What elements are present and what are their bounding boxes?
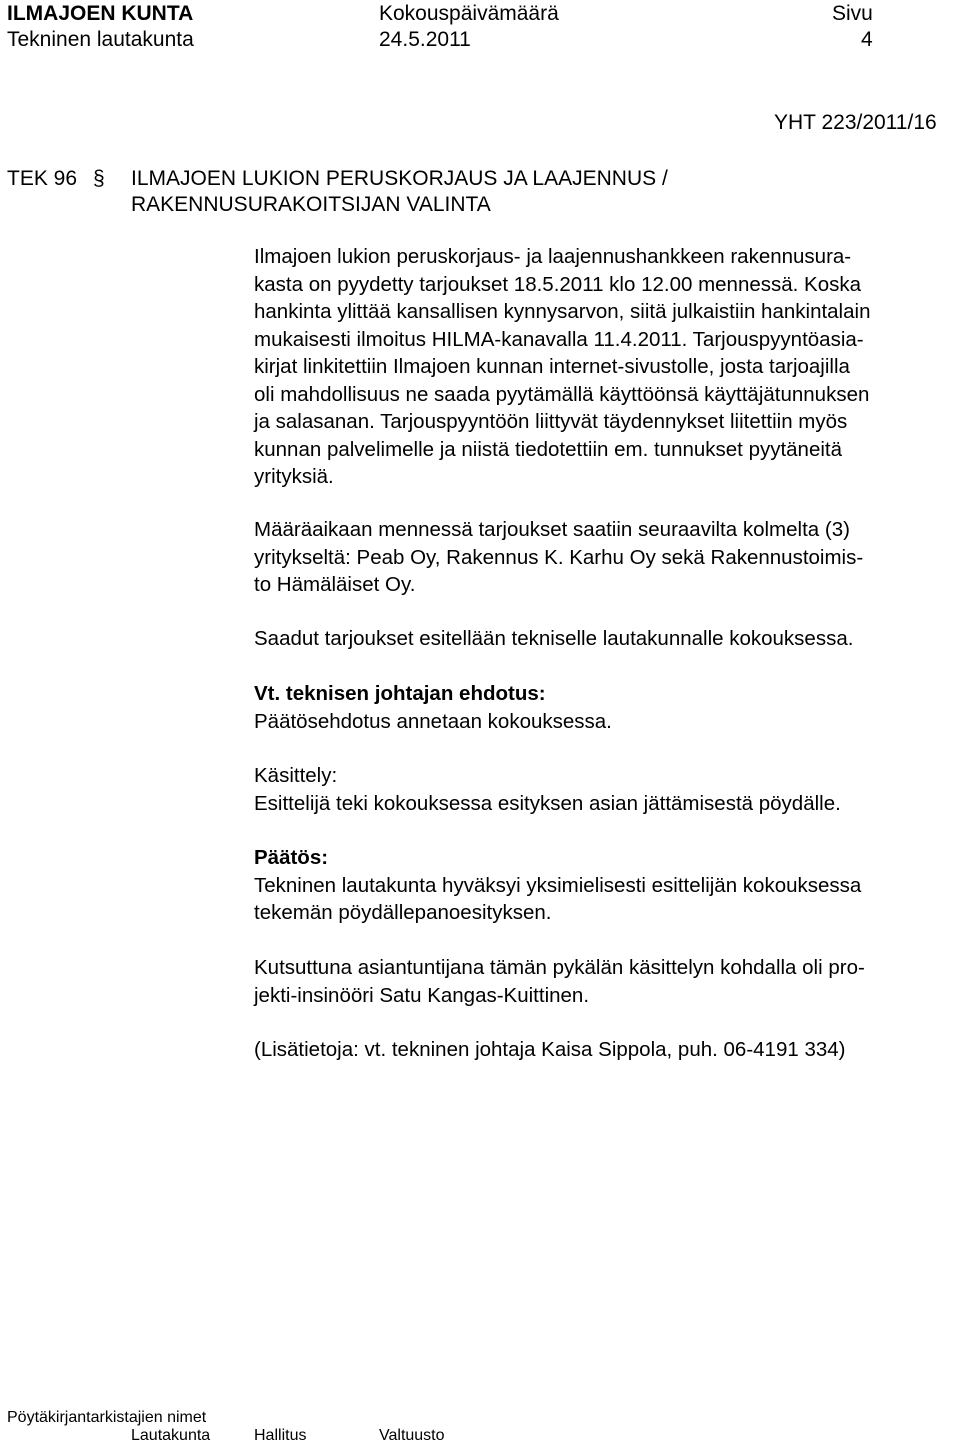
meeting-date-label: Kokouspäivämäärä [379,2,559,25]
page-label: Sivu [832,2,873,25]
text-line: kirjat linkitettiin Ilmajoen kunnan internet-sivustolle, josta tarjoajilla [254,355,850,378]
text-line: to Hämäläiset Oy. [254,573,416,596]
text-line: kunnan palvelimelle ja niistä tiedotettiin em. tunnukset pyytäneitä [254,437,843,461]
footer-council-label: Valtuusto [379,1427,445,1444]
org-name: ILMAJOEN KUNTA [7,2,194,25]
text-line: mukaisesti ilmoitus HILMA-kanavalla 11.4.2011. Tarjouspyyntöasia- [254,327,864,351]
text-line: Saadut tarjoukset esitellään tekniselle lautakunnalle kokouksessa. [254,627,854,650]
decision-heading: Päätös: [254,846,329,869]
text-line: Määräaikaan mennessä tarjoukset saatiin seuraavilta kolmelta (3) [254,518,850,541]
contact-info [254,1036,954,1064]
text-line: tekemän pöydällepanoesityksen. [254,901,552,924]
text-line: oli mahdollisuus ne saada pyytämällä käyttöönsä käyttäjätunnuksen [254,382,870,406]
item-title-line-2: RAKENNUSURAKOITSIJAN VALINTA [131,193,491,216]
handling-text: Esittelijä teki kokouksessa esityksen asian jättämisestä pöydälle. [254,791,841,815]
text-line: jekti-insinööri Satu Kangas-Kuittinen. [254,983,590,1007]
item-number: TEK 96 [7,167,78,190]
board-name: Tekninen lautakunta [7,28,194,51]
proposal-text: Päätösehdotus annetaan kokouksessa. [254,709,612,733]
decision-section [254,844,954,927]
proposal-section [254,680,954,735]
contact-info-line: (Lisätietoja: vt. tekninen johtaja Kaisa Sippola, puh. 06-4191 334) [254,1038,846,1061]
item-title [131,166,668,218]
text-line: yrityksiä. [254,465,334,488]
minutes-checkers-label: Pöytäkirjantarkistajien nimet [7,1409,207,1426]
handling-heading: Käsittely: [254,764,338,787]
footer-government-label: Hallitus [254,1427,307,1444]
footer-board-label: Lautakunta [131,1427,211,1444]
text-line: Ilmajoen lukion peruskorjaus- ja laajennushankkeen rakennusura- [254,245,852,268]
paragraph-received-tenders [254,516,954,599]
proposal-heading: Vt. teknisen johtajan ehdotus: [254,682,546,705]
text-line: Kutsuttuna asiantuntijana tämän pykälän käsittelyn kohdalla oli pro- [254,956,865,979]
text-line: yritykseltä: Peab Oy, Rakennus K. Karhu Oy sekä Rakennustoimis- [254,545,864,569]
svg-text:§: § [93,167,105,190]
text-line: kasta on pyydetty tarjoukset 18.5.2011 klo 12.00 mennessä. Koska [254,272,862,296]
text-line: hankinta ylittää kansallisen kynnysarvon, siitä julkaistiin hankintalain [254,300,871,323]
text-line: Tekninen lautakunta hyväksyi yksimielisesti esittelijän kokouksessa [254,873,862,897]
reference-number: YHT 223/2011/16 [774,111,937,134]
text-line: ja salasanan. Tarjouspyyntöön liittyvät täydennykset liitettiin myös [254,410,848,433]
paragraph-presentation [254,625,954,653]
expert-section [254,954,954,1009]
paragraph-tender-request [254,243,954,491]
meeting-date: 24.5.2011 [379,28,471,51]
page-number: 4 [861,28,873,51]
section-sign-icon [92,166,106,190]
handling-section [254,762,954,817]
item-title-line-1: ILMAJOEN LUKION PERUSKORJAUS JA LAAJENNUS / [131,167,668,190]
